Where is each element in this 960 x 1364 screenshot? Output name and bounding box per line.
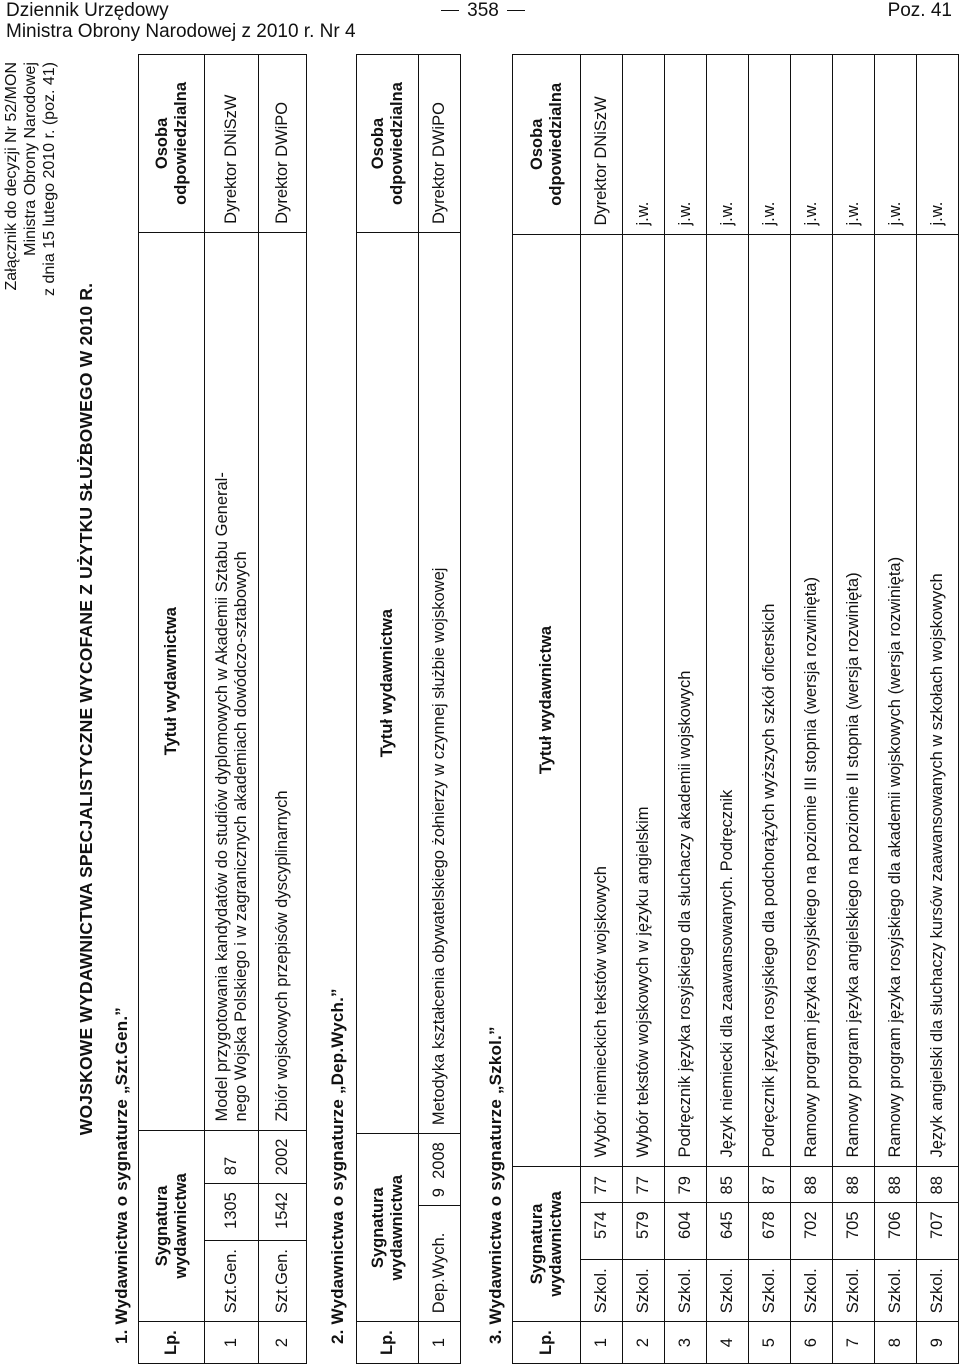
column-header-lp: Lp. — [139, 1322, 205, 1364]
row-responsible: j.w. — [875, 55, 917, 235]
row-year: 87 — [205, 1130, 259, 1184]
row-title: Wybór tekstów wojskowych w języku angielskim — [623, 234, 665, 1166]
table-row — [259, 55, 307, 1364]
column-header-responsible: Osoba odpowiedzialna — [139, 55, 205, 233]
row-number: 707 — [917, 1203, 959, 1260]
row-year: 79 — [665, 1166, 707, 1203]
header-left — [6, 0, 356, 42]
table-row — [581, 55, 623, 1364]
row-year: 77 — [623, 1166, 665, 1203]
table-row — [205, 55, 259, 1364]
row-lp: 5 — [749, 1322, 791, 1364]
row-year: 2002 — [259, 1130, 307, 1184]
column-header-title: Tytuł wydawnictwa — [357, 233, 419, 1134]
row-title: Model przygotowania kandydatów do studiów dyplomowych w Akademii Sztabu General- nego Wojska Polskiego i w zagranicznych akademiach dowódczo-sztabowych — [205, 232, 259, 1130]
row-responsible: j.w. — [707, 55, 749, 235]
table-header-row — [357, 55, 419, 1364]
row-year: 88 — [791, 1166, 833, 1203]
row-number: 574 — [581, 1203, 623, 1260]
row-responsible: j.w. — [791, 55, 833, 235]
table-row — [917, 55, 959, 1364]
row-responsible: j.w. — [665, 55, 707, 235]
table-row — [419, 55, 461, 1364]
row-lp: 6 — [791, 1322, 833, 1364]
row-responsible: j.w. — [623, 55, 665, 235]
row-responsible: Dyrektor DWiPO — [419, 55, 461, 233]
row-responsible: Dyrektor DNiSzW — [205, 55, 259, 233]
row-number: 702 — [791, 1203, 833, 1260]
page-number: 358 — [423, 0, 543, 21]
row-signature: Szkol. — [749, 1260, 791, 1322]
column-header-responsible: Osoba odpowiedzialna — [357, 55, 419, 233]
table-row — [665, 55, 707, 1364]
row-lp: 1 — [205, 1322, 259, 1364]
row-number: 1542 — [259, 1184, 307, 1241]
journal-name: Dziennik Urzędowy — [6, 0, 169, 21]
table-header-row — [139, 55, 205, 1364]
row-year: 77 — [581, 1166, 623, 1203]
table-row — [749, 55, 791, 1364]
table-row — [707, 55, 749, 1364]
column-header-title: Tytuł wydawnictwa — [513, 234, 581, 1166]
table-row — [875, 55, 917, 1364]
column-header-lp: Lp. — [357, 1322, 419, 1364]
row-lp: 7 — [833, 1322, 875, 1364]
attachment-line-2: Ministra Obrony Narodowej — [22, 62, 39, 256]
table-header-row — [513, 55, 581, 1364]
row-title: Podręcznik języka rosyjskiego dla słuchaczy akademii wojskowych — [665, 234, 707, 1166]
row-responsible: Dyrektor DWiPO — [259, 55, 307, 233]
attachment-note — [2, 62, 59, 296]
row-lp: 3 — [665, 1322, 707, 1364]
row-title: Ramowy program języka angielskiego na poziomie II stopnia (wersja rozwinięta) — [833, 234, 875, 1166]
row-lp: 9 — [917, 1322, 959, 1364]
row-year: 88 — [875, 1166, 917, 1203]
row-signature: Szkol. — [875, 1260, 917, 1322]
row-signature: Dep.Wych. — [419, 1206, 461, 1322]
section-2-heading: 2. Wydawnictwa o sygnaturze „Dep.Wych.” — [328, 988, 347, 1344]
row-lp: 8 — [875, 1322, 917, 1364]
row-lp: 4 — [707, 1322, 749, 1364]
row-signature: Szt.Gen. — [205, 1241, 259, 1322]
row-number: 1305 — [205, 1184, 259, 1241]
row-year: 85 — [707, 1166, 749, 1203]
table-row — [623, 55, 665, 1364]
row-title: Podręcznik języka rosyjskiego dla podchorążych wyższych szkół oficerskich — [749, 234, 791, 1166]
row-lp: 1 — [581, 1322, 623, 1364]
row-signature: Szkol. — [665, 1260, 707, 1322]
section-2-table — [356, 54, 461, 1364]
position-number: Poz. 41 — [887, 0, 952, 21]
column-header-lp: Lp. — [513, 1322, 581, 1364]
row-lp: 2 — [259, 1322, 307, 1364]
attachment-line-3: z dnia 15 lutego 2010 r. (poz. 41) — [41, 62, 58, 296]
page-title: WOJSKOWE WYDAWNICTWA SPECJALISTYCZNE WYCOFANE Z UŻYTKU SŁUŻBOWEGO W 2010 R. — [76, 282, 96, 1136]
row-year: 88 — [833, 1166, 875, 1203]
row-lp: 2 — [623, 1322, 665, 1364]
column-header-signature: Sygnatura wydawnictwa — [513, 1166, 581, 1322]
row-number: 645 — [707, 1203, 749, 1260]
column-header-signature: Sygnatura wydawnictwa — [139, 1130, 205, 1322]
row-responsible: j.w. — [749, 55, 791, 235]
row-title: Język angielski dla słuchaczy kursów zaawansowanych w szkołach wojskowych — [917, 234, 959, 1166]
column-header-responsible: Osoba odpowiedzialna — [513, 55, 581, 235]
row-number: 678 — [749, 1203, 791, 1260]
row-number: 705 — [833, 1203, 875, 1260]
row-signature: Szt.Gen. — [259, 1241, 307, 1322]
column-header-signature: Sygnatura wydawnictwa — [357, 1134, 419, 1322]
row-title: Ramowy program języka rosyjskiego dla akademii wojskowych (wersja rozwinięta) — [875, 234, 917, 1166]
row-number-and-year: 9 2008 — [419, 1134, 461, 1206]
section-3-table — [512, 54, 959, 1364]
row-title: Wybór niemieckich tekstów wojskowych — [581, 234, 623, 1166]
row-year: 88 — [917, 1166, 959, 1203]
running-header — [0, 0, 960, 44]
row-signature: Szkol. — [917, 1260, 959, 1322]
row-signature: Szkol. — [791, 1260, 833, 1322]
column-header-title: Tytuł wydawnictwa — [139, 232, 205, 1130]
row-signature: Szkol. — [833, 1260, 875, 1322]
row-lp: 1 — [419, 1322, 461, 1364]
row-title: Metodyka kształcenia obywatelskiego żołnierzy w czynnej służbie wojskowej — [419, 233, 461, 1134]
row-title: Ramowy program języka rosyjskiego na poziomie III stopnia (wersja rozwinięta) — [791, 234, 833, 1166]
section-3-heading: 3. Wydawnictwa o sygnaturze „Szkol.” — [486, 1026, 505, 1344]
attachment-line-1: Załącznik do decyzji Nr 52/MON — [3, 62, 20, 291]
row-signature: Szkol. — [623, 1260, 665, 1322]
row-responsible: j.w. — [833, 55, 875, 235]
row-responsible: j.w. — [917, 55, 959, 235]
row-number: 579 — [623, 1203, 665, 1260]
row-number: 706 — [875, 1203, 917, 1260]
row-signature: Szkol. — [581, 1260, 623, 1322]
row-title: Język niemiecki dla zaawansowanych. Podręcznik — [707, 234, 749, 1166]
row-number: 604 — [665, 1203, 707, 1260]
section-1-table — [138, 54, 307, 1364]
rotated-content — [3, 54, 960, 1364]
ministry-issue: Ministra Obrony Narodowej z 2010 r. Nr 4 — [6, 21, 356, 42]
table-row — [791, 55, 833, 1364]
row-title: Zbiór wojskowych przepisów dyscyplinarnych — [259, 232, 307, 1130]
section-1-heading: 1. Wydawnictwa o sygnaturze „Szt.Gen.” — [112, 1007, 131, 1344]
table-row — [833, 55, 875, 1364]
row-signature: Szkol. — [707, 1260, 749, 1322]
row-responsible: Dyrektor DNiSzW — [581, 55, 623, 235]
row-year: 87 — [749, 1166, 791, 1203]
